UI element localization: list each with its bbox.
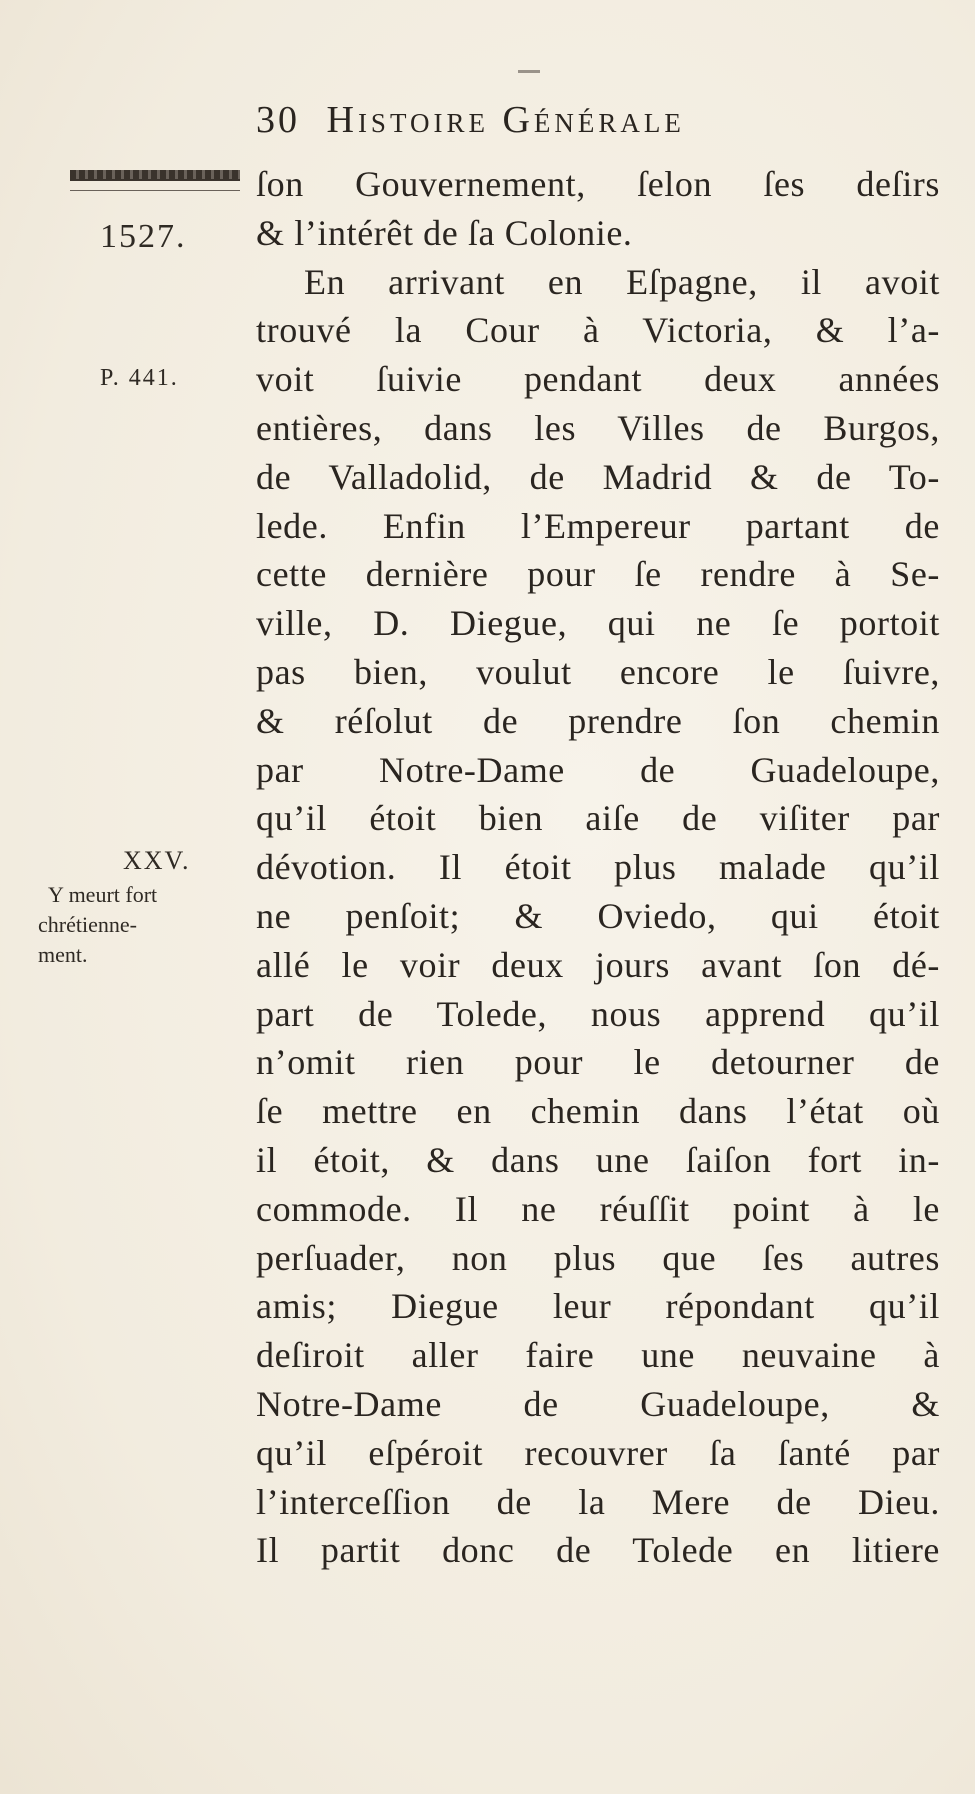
text-line: perſuader, non plus que ſes autres [256, 1237, 940, 1278]
text-line: lede. Enfin l’Empereur partant de [256, 505, 940, 546]
body-text [256, 160, 940, 1575]
text-line: de Valladolid, de Madrid & de To- [256, 456, 940, 497]
text-line: part de Tolede, nous apprend qu’il [256, 993, 940, 1034]
text-line: entières, dans les Villes de Burgos, [256, 407, 940, 448]
decorative-mark [518, 70, 540, 73]
text-line: & réſolut de prendre ſon chemin [256, 700, 940, 741]
text-line: dévotion. Il étoit plus malade qu’il [256, 847, 940, 888]
text-line: qu’il étoit bien aiſe de viſiter par [256, 798, 940, 839]
margin-year: 1527. [100, 218, 187, 255]
text-line: En arrivant en Eſpagne, il avoit [304, 261, 940, 302]
page-number: 30 [256, 99, 300, 141]
text-line: amis; Diegue leur répondant qu’il [256, 1286, 940, 1327]
text-line: voit ſuivie pendant deux années [256, 359, 940, 400]
text-line: & l’intérêt de ſa Colonie. [256, 212, 633, 253]
margin-rule-line [70, 190, 240, 191]
text-line: allé le voir deux jours avant ſon dé- [256, 944, 940, 985]
running-title: Histoire Générale [326, 99, 685, 141]
text-line: qu’il eſpéroit recouvrer ſa ſanté par [256, 1432, 940, 1473]
margin-note [38, 880, 248, 970]
text-line: Notre-Dame de Guadeloupe, & [256, 1383, 940, 1424]
text-line: deſiroit aller faire une neuvaine à [256, 1335, 940, 1376]
text-line: il étoit, & dans une ſaiſon fort in- [256, 1139, 940, 1180]
running-header [256, 98, 685, 142]
margin-rule-ornament [70, 170, 240, 181]
text-line: ville, D. Diegue, qui ne ſe portoit [256, 603, 940, 644]
text-line: ne penſoit; & Oviedo, qui étoit [256, 895, 940, 936]
margin-page-reference: P. 441. [100, 365, 179, 391]
text-line: ſe mettre en chemin dans l’état où [256, 1091, 940, 1132]
text-line: Il partit donc de Tolede en litiere [256, 1530, 940, 1571]
text-line: trouvé la Cour à Victoria, & l’a- [256, 310, 940, 351]
text-line: n’omit rien pour le detourner de [256, 1042, 940, 1083]
text-line: pas bien, voulut encore le ſuivre, [256, 651, 940, 692]
text-line: cette dernière pour ſe rendre à Se- [256, 554, 940, 595]
margin-note-line: ment. [38, 942, 88, 967]
text-line: ſon Gouvernement, ſelon ſes deſirs [256, 164, 940, 204]
margin-note-line: chrétienne- [38, 912, 137, 937]
text-line: commode. Il ne réuſſit point à le [256, 1188, 940, 1229]
margin-note-line: Y meurt fort [48, 882, 158, 907]
margin-chapter-number: XXV. [123, 846, 191, 875]
text-line: par Notre-Dame de Guadeloupe, [256, 749, 940, 790]
text-line: l’interceſſion de la Mere de Dieu. [256, 1481, 940, 1522]
